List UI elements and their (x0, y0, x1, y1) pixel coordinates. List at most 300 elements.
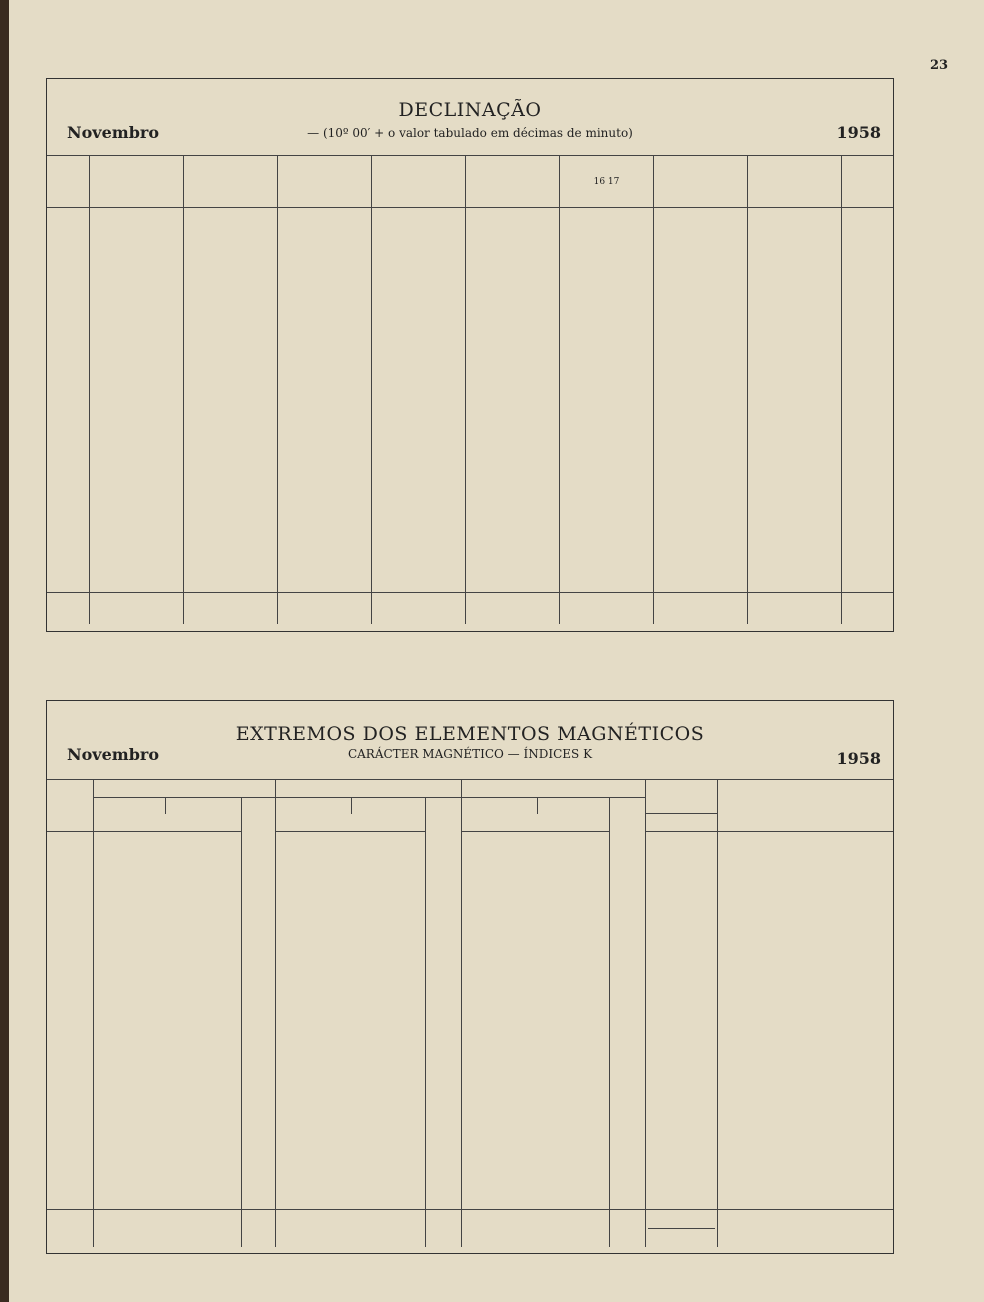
value-cell (195, 1047, 241, 1058)
value-cell (497, 345, 528, 356)
value-cell (215, 313, 246, 324)
mean-cell (841, 515, 893, 526)
value-cell (89, 430, 121, 441)
value-cell (497, 419, 528, 430)
value-cell (351, 994, 385, 1005)
value-cell (645, 844, 663, 855)
value-cell (622, 313, 653, 324)
value-cell (559, 614, 591, 625)
value-cell (501, 907, 537, 918)
value-cell (241, 918, 275, 929)
value-cell (757, 844, 797, 855)
value-cell (371, 218, 403, 229)
value-cell (315, 1156, 351, 1167)
day-row (47, 886, 893, 897)
spacer-cell (569, 832, 609, 844)
value-cell (537, 1113, 569, 1124)
value-cell (797, 1037, 893, 1048)
value-cell (645, 1037, 663, 1048)
value-cell (89, 249, 121, 260)
value-cell (501, 1026, 537, 1037)
spacer-row (47, 832, 893, 844)
value-cell (152, 592, 183, 603)
value-cell (152, 398, 183, 409)
value-cell (461, 1015, 501, 1026)
spacer-cell (315, 1187, 351, 1209)
value-cell (385, 1124, 425, 1135)
value-cell (622, 536, 653, 547)
value-cell (371, 592, 403, 603)
d-dif-mean (609, 1209, 645, 1247)
value-cell (195, 973, 241, 984)
value-cell (121, 451, 152, 462)
spacer-cell (779, 440, 810, 451)
value-cell (681, 896, 717, 907)
mean-cell (841, 292, 893, 303)
value-cell (779, 603, 810, 614)
spacer-cell (747, 440, 779, 451)
value-cell (663, 994, 681, 1005)
value-cell (685, 270, 716, 281)
vertical-dif-header (425, 798, 461, 832)
value-cell (591, 526, 622, 537)
value-cell (434, 281, 465, 292)
spacer-cell (47, 832, 93, 844)
value-cell (685, 281, 716, 292)
summary-label (47, 603, 89, 614)
value-cell (663, 875, 681, 886)
value-cell (465, 526, 497, 537)
value-cell (371, 462, 403, 473)
value-cell (591, 483, 622, 494)
value-cell (685, 345, 716, 356)
value-cell (371, 260, 403, 271)
spacer-cell (841, 440, 893, 451)
value-cell (501, 1015, 537, 1026)
value-cell (183, 281, 215, 292)
value-cell (591, 451, 622, 462)
spacer-cell (246, 440, 277, 451)
value-cell (315, 918, 351, 929)
value-cell (277, 536, 309, 547)
spacer-cell (47, 949, 93, 962)
value-cell (434, 536, 465, 547)
value-cell (465, 249, 497, 260)
value-cell (195, 994, 241, 1005)
value-cell (315, 1134, 351, 1145)
value-cell (685, 377, 716, 388)
value-cell (277, 366, 309, 377)
spacer-cell (215, 323, 246, 334)
value-cell (351, 1058, 385, 1069)
value-cell (797, 1081, 893, 1092)
value-cell (747, 313, 779, 324)
value-cell (403, 377, 434, 388)
value-cell (653, 494, 685, 505)
value-cell (215, 494, 246, 505)
blank-cell (93, 1209, 131, 1247)
value-cell (215, 504, 246, 515)
day-label (47, 854, 93, 865)
value-cell (121, 366, 152, 377)
value-cell (716, 292, 747, 303)
mean-cell (841, 603, 893, 614)
value-cell (403, 592, 434, 603)
spacer-cell (195, 832, 241, 844)
value-cell (351, 939, 385, 950)
spacer-cell (559, 208, 591, 218)
value-cell (716, 536, 747, 547)
value-cell (717, 984, 757, 995)
value-cell (622, 270, 653, 281)
day-row (47, 1015, 893, 1026)
value-cell (537, 1177, 569, 1188)
declination-title: DECLINAÇÃO (398, 99, 542, 121)
value-cell (340, 345, 371, 356)
value-cell (371, 377, 403, 388)
value-cell (93, 939, 131, 950)
value-cell (685, 260, 716, 271)
value-cell (622, 430, 653, 441)
value-cell (716, 270, 747, 281)
value-cell (277, 334, 309, 345)
value-cell (810, 366, 841, 377)
value-cell (681, 875, 717, 886)
value-cell (152, 462, 183, 473)
value-cell (121, 614, 152, 625)
day-row (47, 1058, 893, 1069)
value-cell (183, 547, 215, 558)
value-cell (537, 886, 569, 897)
value-cell (537, 918, 569, 929)
value-cell (716, 313, 747, 324)
value-cell (501, 896, 537, 907)
hour-header (215, 156, 246, 208)
value-cell (183, 473, 215, 484)
day-row (47, 260, 893, 271)
value-cell (779, 536, 810, 547)
value-cell (275, 907, 315, 918)
day-label (47, 292, 89, 303)
day-row (47, 483, 893, 494)
value-cell (461, 896, 501, 907)
value-cell (315, 1177, 351, 1188)
extremes-title: EXTREMOS DOS ELEMENTOS MAGNÉTICOS (235, 723, 705, 745)
hzd-mean (648, 1228, 715, 1229)
value-cell (131, 865, 165, 876)
spacer-cell (716, 557, 747, 592)
value-cell (685, 228, 716, 239)
spacer-cell (622, 440, 653, 451)
spacer-cell (309, 323, 340, 334)
value-cell (277, 398, 309, 409)
spacer-cell (165, 949, 195, 962)
value-cell (183, 334, 215, 345)
value-cell (528, 334, 559, 345)
value-cell (663, 1015, 681, 1026)
day-row (47, 334, 893, 345)
value-cell (779, 313, 810, 324)
value-cell (663, 844, 681, 855)
value-cell (663, 1037, 681, 1048)
value-cell (121, 239, 152, 250)
horizontal-tu-min-header (195, 814, 241, 832)
value-cell (152, 270, 183, 281)
hour-header (183, 156, 215, 208)
value-cell (351, 1124, 385, 1135)
value-cell (195, 865, 241, 876)
value-cell (275, 962, 315, 973)
value-cell (183, 451, 215, 462)
value-cell (653, 356, 685, 367)
value-cell (246, 419, 277, 430)
value-cell (779, 345, 810, 356)
value-cell (403, 603, 434, 614)
value-cell (89, 302, 121, 313)
value-cell (622, 473, 653, 484)
value-cell (528, 419, 559, 430)
value-cell (622, 526, 653, 537)
value-cell (425, 973, 461, 984)
value-cell (609, 907, 645, 918)
value-cell (465, 473, 497, 484)
value-cell (195, 1005, 241, 1016)
value-cell (797, 1134, 893, 1145)
value-cell (89, 281, 121, 292)
value-cell (183, 249, 215, 260)
value-cell (747, 334, 779, 345)
day-label (47, 366, 89, 377)
value-cell (403, 536, 434, 547)
value-cell (622, 462, 653, 473)
value-cell (89, 292, 121, 303)
value-cell (183, 270, 215, 281)
value-cell (797, 907, 893, 918)
soma-header (717, 814, 893, 832)
horizontal-component-header (93, 780, 275, 798)
d-max-mean (501, 1209, 537, 1247)
value-cell (461, 1047, 501, 1058)
spacer-cell (747, 323, 779, 334)
value-cell (681, 886, 717, 897)
day-row (47, 896, 893, 907)
value-cell (537, 1134, 569, 1145)
value-cell (810, 451, 841, 462)
spacer-cell (501, 949, 537, 962)
spacer-cell (315, 1068, 351, 1081)
summary-label (47, 614, 89, 625)
value-cell (810, 249, 841, 260)
value-cell (340, 260, 371, 271)
value-cell (246, 547, 277, 558)
value-cell (569, 939, 609, 950)
day-row (47, 854, 893, 865)
value-cell (716, 302, 747, 313)
value-cell (309, 366, 340, 377)
spacer-cell (241, 832, 275, 844)
value-cell (131, 1103, 165, 1114)
value-cell (810, 345, 841, 356)
value-cell (609, 928, 645, 939)
value-cell (653, 462, 685, 473)
spacer-cell (622, 557, 653, 592)
value-cell (340, 387, 371, 398)
value-cell (810, 356, 841, 367)
value-cell (757, 1134, 797, 1145)
value-cell (622, 515, 653, 526)
hour-header (277, 156, 309, 208)
value-cell (309, 345, 340, 356)
value-cell (385, 994, 425, 1005)
spacer-cell (716, 440, 747, 451)
spacer-cell (681, 1187, 717, 1209)
value-cell (165, 1103, 195, 1114)
day-label (47, 886, 93, 897)
value-cell (131, 1134, 165, 1145)
value-cell (351, 1026, 385, 1037)
value-cell (528, 260, 559, 271)
value-cell (315, 907, 351, 918)
value-cell (351, 1103, 385, 1114)
value-cell (645, 1145, 663, 1156)
vertical-component-header (275, 780, 461, 798)
value-cell (497, 451, 528, 462)
value-cell (797, 984, 893, 995)
value-cell (609, 844, 645, 855)
value-cell (385, 1092, 425, 1103)
value-cell (121, 260, 152, 271)
value-cell (501, 1047, 537, 1058)
value-cell (183, 398, 215, 409)
value-cell (747, 483, 779, 494)
value-cell (241, 1026, 275, 1037)
day-row (47, 547, 893, 558)
spacer-cell (797, 832, 893, 844)
value-cell (165, 939, 195, 950)
value-cell (681, 854, 717, 865)
value-cell (685, 430, 716, 441)
spacer-cell (779, 557, 810, 592)
value-cell (434, 345, 465, 356)
value-cell (717, 1113, 757, 1124)
value-cell (277, 483, 309, 494)
value-cell (425, 939, 461, 950)
value-cell (183, 430, 215, 441)
day-label (47, 270, 89, 281)
value-cell (121, 334, 152, 345)
value-cell (315, 1047, 351, 1058)
value-cell (241, 1134, 275, 1145)
spacer-row (47, 208, 893, 218)
value-cell (461, 1145, 501, 1156)
value-cell (275, 1015, 315, 1026)
spacer-cell (465, 323, 497, 334)
value-cell (93, 1156, 131, 1167)
value-cell (309, 603, 340, 614)
value-cell (663, 918, 681, 929)
value-cell (609, 886, 645, 897)
value-cell (403, 218, 434, 229)
value-cell (340, 462, 371, 473)
value-cell (609, 1134, 645, 1145)
value-cell (501, 1092, 537, 1103)
value-cell (747, 345, 779, 356)
value-cell (93, 918, 131, 929)
declination-max-header (461, 798, 537, 814)
value-cell (215, 603, 246, 614)
value-cell (215, 292, 246, 303)
value-cell (215, 547, 246, 558)
value-cell (340, 356, 371, 367)
value-cell (385, 984, 425, 995)
value-cell (622, 249, 653, 260)
day-label (47, 1081, 93, 1092)
value-cell (569, 994, 609, 1005)
value-cell (528, 281, 559, 292)
spacer-cell (841, 557, 893, 592)
value-cell (645, 973, 663, 984)
value-cell (559, 603, 591, 614)
day-row (47, 239, 893, 250)
value-cell (559, 387, 591, 398)
value-cell (131, 1177, 165, 1188)
spacer-cell (663, 949, 681, 962)
value-cell (385, 973, 425, 984)
value-cell (277, 409, 309, 420)
value-cell (195, 896, 241, 907)
spacer-cell (434, 323, 465, 334)
value-cell (747, 377, 779, 388)
value-cell (183, 419, 215, 430)
value-cell (371, 249, 403, 260)
value-cell (351, 1166, 385, 1177)
value-cell (246, 614, 277, 625)
value-cell (121, 430, 152, 441)
value-cell (93, 984, 131, 995)
value-cell (340, 313, 371, 324)
value-cell (559, 419, 591, 430)
value-cell (461, 875, 501, 886)
value-cell (528, 356, 559, 367)
value-cell (591, 494, 622, 505)
day-label (47, 345, 89, 356)
value-cell (497, 494, 528, 505)
value-cell (461, 907, 501, 918)
value-cell (275, 1134, 315, 1145)
value-cell (351, 896, 385, 907)
value-cell (569, 1113, 609, 1124)
spacer-cell (351, 832, 385, 844)
value-cell (165, 896, 195, 907)
value-cell (797, 886, 893, 897)
value-cell (340, 451, 371, 462)
value-cell (537, 939, 569, 950)
value-cell (717, 907, 757, 918)
value-cell (195, 1166, 241, 1177)
value-cell (559, 281, 591, 292)
value-cell (246, 356, 277, 367)
spacer-cell (537, 1068, 569, 1081)
spacer-cell (465, 208, 497, 218)
value-cell (591, 218, 622, 229)
value-cell (351, 928, 385, 939)
value-cell (195, 1177, 241, 1188)
value-cell (717, 1103, 757, 1114)
value-cell (653, 473, 685, 484)
value-cell (152, 504, 183, 515)
spacer-cell (645, 949, 663, 962)
value-cell (465, 334, 497, 345)
